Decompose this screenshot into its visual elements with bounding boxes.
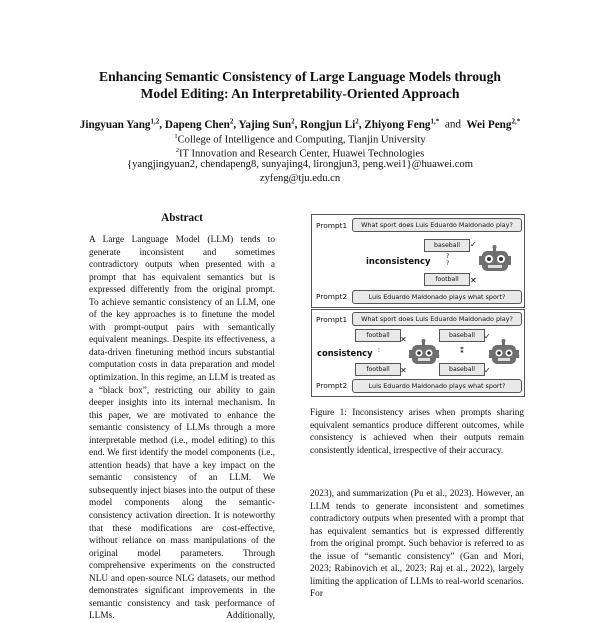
question-mark-icon: ? xyxy=(446,253,450,260)
prompt2-label: Prompt2 xyxy=(316,381,348,390)
prompt2-box: Luis Eduardo Maldonado plays what sport? xyxy=(352,379,522,393)
question-mark-icon: ⁝ xyxy=(378,347,380,354)
prompt2-box: Luis Eduardo Maldonado plays what sport? xyxy=(352,290,522,304)
email-line-1: {yangjingyuan2, chendapeng8, sunyajing4, lirongjun3, peng.wei1}@huawei.com xyxy=(127,159,473,170)
author-list: Jingyuan Yang$^{1,2}$, Dapeng Chen$^2$, Yajing Sun$^2$, Rongjun Li$^2$, Zhiyong Feng$^{1,*}$ and Wei Peng$^{2,*}$ xyxy=(79,117,521,131)
robot-icon xyxy=(408,339,440,367)
author: Dapeng Chen$^2$ xyxy=(164,117,234,131)
answer-box: football xyxy=(424,273,470,286)
robot-icon xyxy=(488,339,520,367)
consistency-label: consistency xyxy=(317,348,373,358)
answer-box: baseball xyxy=(424,239,470,252)
check-mark-icon: ✓ xyxy=(470,240,477,249)
prompt1-label: Prompt1 xyxy=(316,315,348,324)
answer-box: football xyxy=(355,363,401,376)
title-line-1: Enhancing Semantic Consistency of Large Language Models through xyxy=(99,69,501,84)
check-mark-icon: ✓ xyxy=(484,332,491,341)
cross-mark-icon: ✕ xyxy=(400,366,407,375)
author: Zhiyong Feng$^{1,*}$ xyxy=(364,117,440,131)
paper-title xyxy=(40,68,560,102)
figure-inconsistency-panel xyxy=(311,214,525,308)
author: Yajing Sun$^2$ xyxy=(238,117,295,131)
prompt1-box: What sport does Luis Eduardo Maldonado play? xyxy=(352,312,522,326)
prompt1-label: Prompt1 xyxy=(316,221,348,230)
affiliation-1: $^1$College of Intelligence and Computing, Tianjin University xyxy=(174,133,426,146)
abstract-heading: Abstract xyxy=(161,212,203,224)
affiliation-2: $^2$IT Innovation and Research Center, Huawei Technologies xyxy=(175,147,425,160)
answer-box: football xyxy=(355,329,401,342)
abstract-text: A Large Language Model (LLM) tends to generate inconsistent and sometimes contradictory outputs when presented with a prompt that has equivalent semantics but is expressed differently from the original prompt. To achieve semantic consistency of an LLM, one of the key approaches is to finetune the model with prompt-output pairs with semantically equivalent meanings. Despite its effectiveness, a data-driven finetuning method incurs substantial computation costs in data preparation and model optimization. In this regime, an LLM is treated as a “black box”, restricting our ability to gain deeper insights into its internal mechanism. In this paper, we are motivated to enhance the semantic consistency of LLMs through a more interpretable method (i.e., model editing) to this end. We first identify the model components (i.e., attention heads) that have a key impact on the semantic consistency of an LLM. We subsequently inject biases into the output of these model components along the semantic-consistency activation direction. It is noteworthy that these modifications are cost-effective, without reliance on mass manipulations of the original model parameters. Through comprehensive experiments on the constructed NLU and open-source NLG datasets, our method demonstrates significant improvements in the semantic consistency and task performance of LLMs. Additionally, xyxy=(89,235,275,622)
answer-box: baseball xyxy=(439,363,485,376)
question-mark-icon: ? xyxy=(446,260,450,267)
author: Wei Peng$^{2,*}$ xyxy=(466,117,521,131)
lightbulb-icon: ⁑ xyxy=(460,346,465,355)
cross-mark-icon: ✕ xyxy=(400,335,407,344)
prompt2-label: Prompt2 xyxy=(316,292,348,301)
author: Rongjun Li$^2$ xyxy=(300,117,359,131)
title-line-2: Model Editing: An Interpretability-Oriented Approach xyxy=(140,86,460,101)
authors-and: and xyxy=(444,118,462,131)
check-mark-icon: ✓ xyxy=(484,366,491,375)
body-text: 2023), and summarization (Pu et al., 2023). However, an LLM tends to generate inconsistent and sometimes contradictory outputs when presented with a prompt that has equivalent semantics but is expressed differently from the original prompt. Such behavior is referred to as the issue of “semantic consistency” (Gan and Mori, 2023; Rabinovich et al., 2023; Raj et al., 2022), largely limiting the application of LLMs to real-world scenarios. For xyxy=(310,489,524,599)
prompt1-box: What sport does Luis Eduardo Maldonado play? xyxy=(352,218,522,232)
figure-consistency-panel xyxy=(311,309,525,397)
cross-mark-icon: ✕ xyxy=(470,276,477,285)
robot-icon xyxy=(478,245,512,275)
figure-caption: Figure 1: Inconsistency arises when prompts sharing equivalent semantics produce different outcomes, while consistency is achieved when their outputs remain consistently identical, irrespective of their accuracy. xyxy=(310,408,524,456)
author: Jingyuan Yang$^{1,2}$ xyxy=(79,117,160,131)
inconsistency-label: inconsistency xyxy=(366,256,431,266)
email-line-2: zyfeng@tju.edu.cn xyxy=(259,173,341,184)
answer-box: baseball xyxy=(439,329,485,342)
